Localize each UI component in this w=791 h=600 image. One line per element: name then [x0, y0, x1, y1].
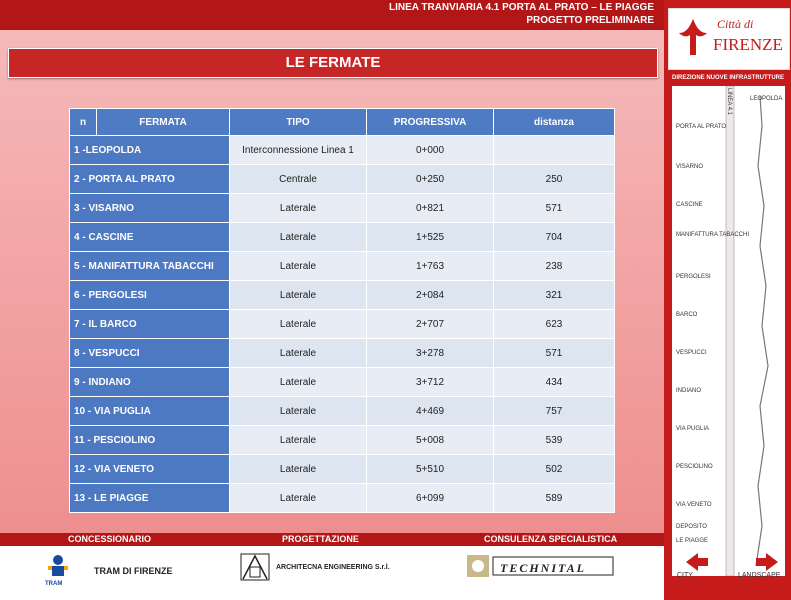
cell-distanza: 434 [494, 368, 614, 396]
table-row [70, 136, 614, 164]
map-stop-label: PERGOLESI [676, 274, 711, 280]
cell-fermata: 8 - VESPUCCI [70, 339, 229, 367]
cell-fermata: 10 - VIA PUGLIA [70, 397, 229, 425]
table-row [70, 339, 614, 367]
table-row [70, 165, 614, 193]
table-row [70, 455, 614, 483]
table-row [70, 368, 614, 396]
cell-progressiva: 0+000 [367, 136, 493, 164]
cell-tipo: Laterale [230, 455, 366, 483]
cell-progressiva: 5+008 [367, 426, 493, 454]
table-body [70, 136, 614, 512]
cell-fermata: 1 -LEOPOLDA [70, 136, 229, 164]
cell-progressiva: 1+763 [367, 252, 493, 280]
cell-progressiva: 5+510 [367, 455, 493, 483]
cell-tipo: Laterale [230, 310, 366, 338]
prev-arrow-icon[interactable] [686, 553, 708, 571]
cell-distanza: 539 [494, 426, 614, 454]
footer-bar [0, 533, 664, 546]
header-distanza: distanza [494, 109, 614, 135]
cell-distanza: 502 [494, 455, 614, 483]
table-row [70, 252, 614, 280]
cell-tipo: Centrale [230, 165, 366, 193]
cell-tipo: Laterale [230, 426, 366, 454]
map-stop-label: VIA PUGLIA [676, 426, 710, 432]
cell-fermata: 9 - INDIANO [70, 368, 229, 396]
fermate-table [69, 108, 615, 513]
cell-progressiva: 3+278 [367, 339, 493, 367]
cell-progressiva: 4+469 [367, 397, 493, 425]
cell-tipo: Laterale [230, 339, 366, 367]
cell-tipo: Laterale [230, 252, 366, 280]
table-header-row [70, 109, 614, 135]
cell-tipo: Laterale [230, 368, 366, 396]
map-stop-label: DEPOSITO [676, 524, 707, 530]
concessionario-label: CONCESSIONARIO [68, 534, 152, 544]
next-arrow-icon[interactable] [756, 553, 778, 571]
cell-tipo: Laterale [230, 194, 366, 222]
landscape-link[interactable]: LANDSCAPE [738, 572, 781, 579]
map-stop-label: CASCINE [676, 202, 703, 208]
cell-fermata: 13 - LE PIAGGE [70, 484, 229, 512]
cell-fermata: 6 - PERGOLESI [70, 281, 229, 309]
cell-distanza: 623 [494, 310, 614, 338]
table-row [70, 310, 614, 338]
table-row [70, 194, 614, 222]
cell-fermata: 4 - CASCINE [70, 223, 229, 251]
map-stop-label: MANIFATTURA TABACCHI [676, 232, 750, 238]
map-stop-label: PORTA AL PRATO [676, 124, 727, 130]
cell-fermata: 7 - IL BARCO [70, 310, 229, 338]
cell-distanza [494, 136, 614, 164]
cell-progressiva: 2+707 [367, 310, 493, 338]
cell-distanza: 589 [494, 484, 614, 512]
table-row [70, 397, 614, 425]
line-label: LINEA 4.1 [726, 88, 732, 116]
map-stop-label: INDIANO [676, 388, 702, 394]
cell-distanza: 571 [494, 339, 614, 367]
cell-tipo: Interconnessione Linea 1 [230, 136, 366, 164]
header-fermata: FERMATA [97, 109, 229, 135]
header-tipo: TIPO [230, 109, 366, 135]
page-title: LE FERMATE [8, 48, 658, 78]
table-row [70, 426, 614, 454]
table-row [70, 281, 614, 309]
map-stop-label: LE PIAGGE [676, 538, 709, 544]
tram-logo-icon [44, 553, 72, 587]
firenze-logo [668, 8, 790, 70]
map-stop-label: VISARNO [676, 164, 704, 170]
cell-fermata: 12 - VIA VENETO [70, 455, 229, 483]
cell-tipo: Laterale [230, 397, 366, 425]
cell-progressiva: 2+084 [367, 281, 493, 309]
header-progressiva: PROGRESSIVA [367, 109, 493, 135]
cell-progressiva: 1+525 [367, 223, 493, 251]
cell-fermata: 5 - MANIFATTURA TABACCHI [70, 252, 229, 280]
cell-distanza: 250 [494, 165, 614, 193]
tram-logo-text: TRAM [45, 581, 63, 587]
map-stop-label: PESCIOLINO [676, 464, 713, 470]
cell-fermata: 3 - VISARNO [70, 194, 229, 222]
table-row [70, 223, 614, 251]
direzione-label: DIREZIONE NUOVE INFRASTRUTTURE [671, 75, 784, 81]
progettazione-name: ARCHITECNA ENGINEERING S.r.l. [276, 564, 390, 571]
map-stop-label: VESPUCCI [676, 350, 707, 356]
header-n: n [70, 109, 96, 135]
cell-fermata: 2 - PORTA AL PRATO [70, 165, 229, 193]
cell-progressiva: 0+821 [367, 194, 493, 222]
city-link[interactable]: CITY [677, 572, 693, 579]
cell-distanza: 757 [494, 397, 614, 425]
logo-name: FIRENZE [713, 35, 783, 54]
cell-tipo: Laterale [230, 223, 366, 251]
consulenza-label: CONSULENZA SPECIALISTICA [484, 534, 618, 544]
header-title: LINEA TRANVIARIA 4.1 PORTA AL PRATO – LE PIAGGE [388, 2, 654, 13]
progettazione-label: PROGETTAZIONE [282, 534, 359, 544]
cell-distanza: 238 [494, 252, 614, 280]
cell-progressiva: 3+712 [367, 368, 493, 396]
map-stop-label: LEOPOLDA [750, 96, 783, 102]
cell-progressiva: 6+099 [367, 484, 493, 512]
cell-distanza: 704 [494, 223, 614, 251]
route-map [672, 86, 785, 576]
map-stop-label: VIA VENETO [676, 502, 712, 508]
footer [0, 533, 664, 600]
header-subtitle: PROGETTO PRELIMINARE [526, 15, 654, 26]
cell-tipo: Laterale [230, 484, 366, 512]
cell-distanza: 571 [494, 194, 614, 222]
map-stop-label: BARCO [676, 312, 698, 318]
cell-progressiva: 0+250 [367, 165, 493, 193]
consulenza-name: TECHNITAL [500, 561, 587, 575]
cell-distanza: 321 [494, 281, 614, 309]
architecna-logo-icon [240, 553, 270, 581]
cell-tipo: Laterale [230, 281, 366, 309]
logo-script: Città di [717, 17, 754, 31]
cell-fermata: 11 - PESCIOLINO [70, 426, 229, 454]
concessionario-name: TRAM DI FIRENZE [94, 566, 173, 576]
giglio-icon [673, 15, 713, 63]
table-row [70, 484, 614, 512]
header-bar [0, 0, 664, 30]
